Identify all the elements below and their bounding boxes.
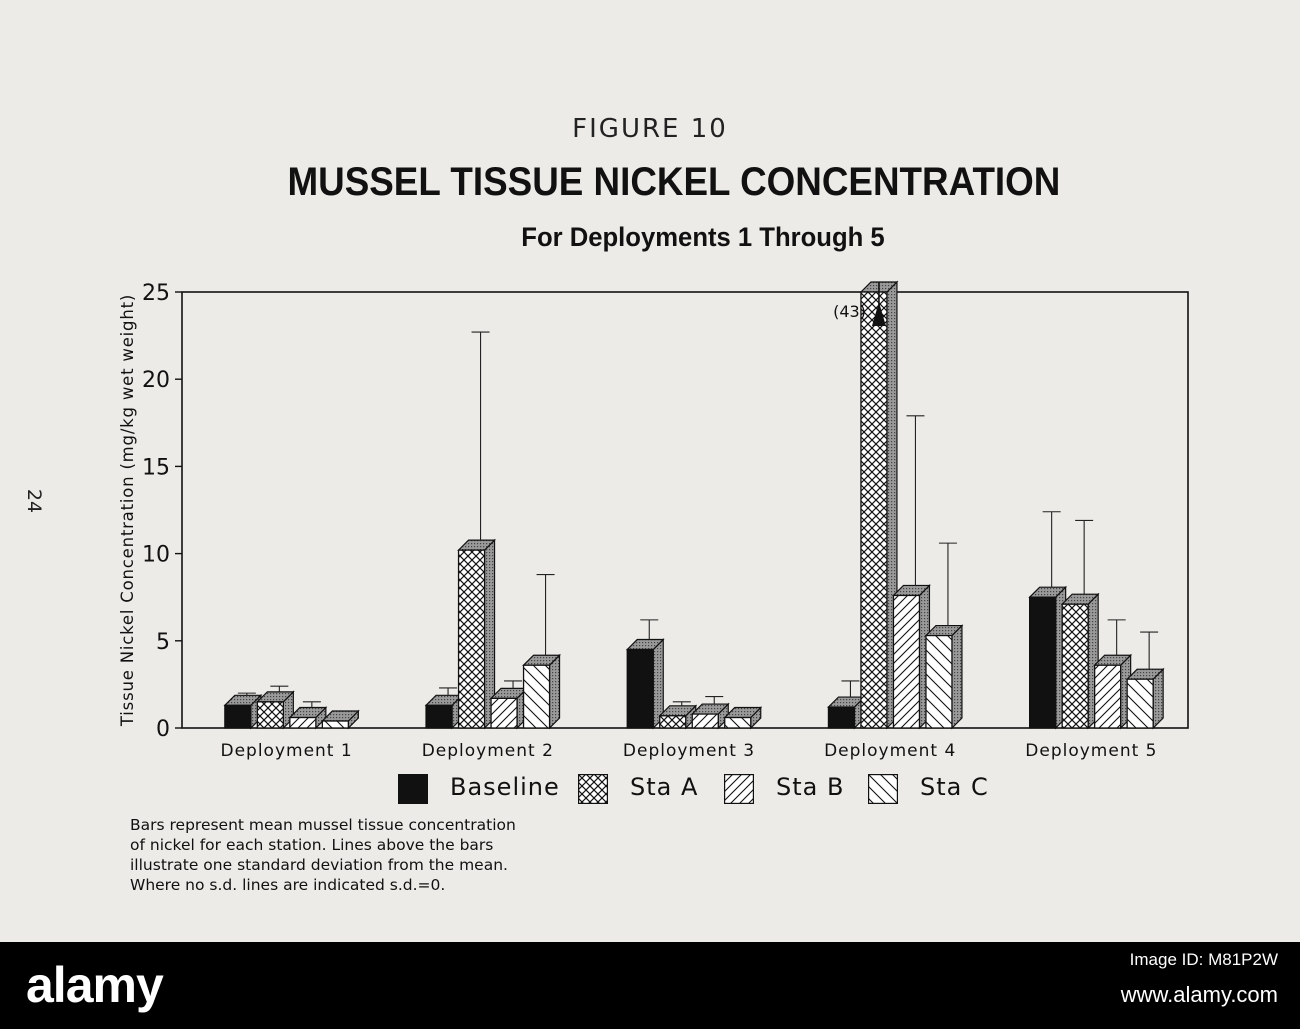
- caption-line: illustrate one standard deviation from the mean.: [130, 856, 508, 874]
- watermark-image-id: Image ID: M81P2W: [1129, 950, 1278, 969]
- bar-side: [550, 655, 560, 728]
- bar: [1062, 604, 1088, 728]
- bar: [225, 705, 251, 728]
- bar: [290, 718, 316, 728]
- bar: [828, 707, 854, 728]
- bar: [627, 650, 653, 728]
- figure-number: FIGURE 10: [572, 114, 728, 144]
- bar: [1030, 597, 1056, 728]
- legend-swatch-sta-b: [724, 774, 754, 804]
- annotation-label: (43): [833, 302, 866, 321]
- bar: [893, 595, 919, 728]
- figure-caption: [130, 815, 650, 895]
- x-tick-label: Deployment 4: [824, 741, 957, 761]
- watermark-footer: [0, 942, 1300, 1029]
- bar: [322, 721, 348, 728]
- caption-line: of nickel for each station. Lines above the bars: [130, 836, 494, 854]
- y-tick-label: 15: [142, 455, 170, 481]
- legend-swatch-sta-c: [868, 774, 898, 804]
- legend-label: Sta C: [920, 773, 989, 801]
- page-number: 24: [23, 488, 46, 514]
- bar: [660, 716, 686, 728]
- y-tick-label: 20: [142, 368, 170, 394]
- y-tick-label: 10: [142, 542, 170, 568]
- caption-line: Bars represent mean mussel tissue concentration: [130, 816, 516, 834]
- legend-swatch-sta-a: [578, 774, 608, 804]
- bar: [926, 636, 952, 728]
- bar-side: [952, 626, 962, 728]
- bar: [692, 714, 718, 728]
- legend-label: Sta A: [630, 773, 699, 801]
- caption-line: Where no s.d. lines are indicated s.d.=0.: [130, 876, 446, 894]
- bar: [725, 718, 751, 728]
- bar: [861, 292, 887, 728]
- chart-title: MUSSEL TISSUE NICKEL CONCENTRATION: [287, 160, 1061, 204]
- x-tick-label: Deployment 1: [220, 741, 353, 761]
- watermark-url: www.alamy.com: [1120, 982, 1278, 1007]
- watermark-logo: alamy: [26, 957, 163, 1013]
- bar: [1095, 665, 1121, 728]
- legend-label: Baseline: [450, 773, 560, 801]
- bar: [426, 705, 452, 728]
- bar: [257, 702, 283, 728]
- y-tick-label: 0: [156, 717, 170, 742]
- legend-label: Sta B: [776, 773, 845, 801]
- bar: [524, 665, 550, 728]
- y-axis-label: Tissue Nickel Concentration (mg/kg wet weight): [118, 293, 137, 727]
- bar: [1127, 679, 1153, 728]
- x-tick-label: Deployment 5: [1025, 741, 1158, 761]
- chart-bars: [225, 282, 1163, 728]
- bar: [491, 698, 517, 728]
- chart-subtitle: For Deployments 1 Through 5: [521, 222, 885, 252]
- bar: [459, 550, 485, 728]
- legend-swatch-baseline: [398, 774, 428, 804]
- x-tick-label: Deployment 3: [622, 741, 756, 761]
- x-tick-label: Deployment 2: [421, 741, 554, 761]
- y-tick-label: 5: [156, 629, 170, 655]
- y-tick-label: 25: [142, 281, 170, 306]
